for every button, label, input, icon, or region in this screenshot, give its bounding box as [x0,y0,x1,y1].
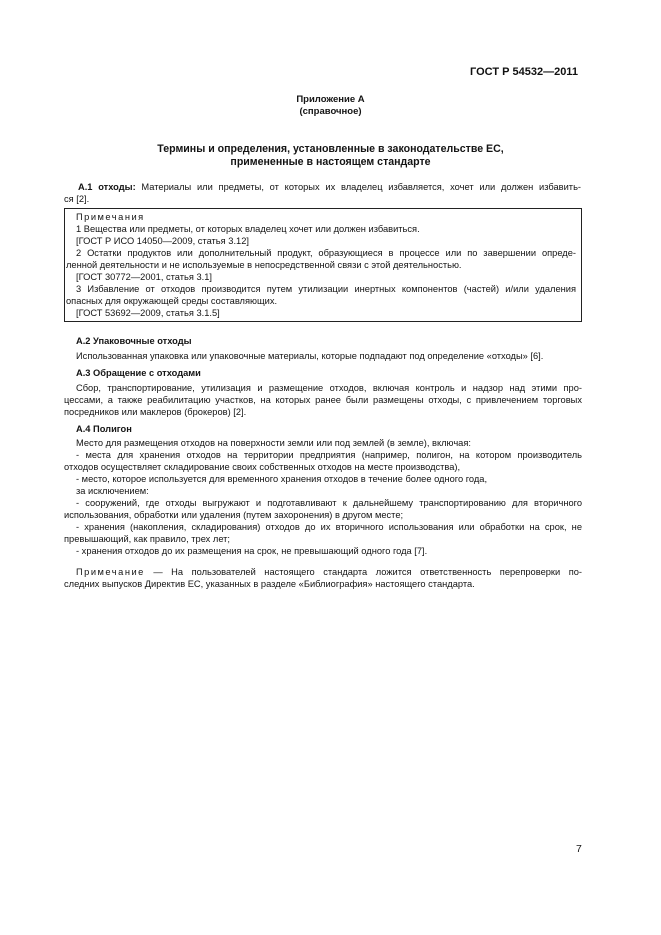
section-title-line-2: примененные в настоящем стандарте [230,156,431,168]
note-line: [ГОСТ 30772—2001, статья 3.1] [76,272,212,282]
note-line: ленной деятельности и не используемые в непосредственной связи с этой деятельностью. [66,260,462,270]
note-line: [ГОСТ 53692—2009, статья 3.1.5] [76,308,220,318]
term-a2-heading: А.2 Упаковочные отходы [76,336,192,346]
term-a4-text-line: превышающий, как правило, трех лет; [64,534,231,544]
page-number: 7 [576,843,582,855]
term-a4-text-line: - хранения (накопления, складирования) отходов до их вторичного использования или обработки на срок, не [76,522,582,532]
term-a1-line-1 [78,181,581,193]
note-line: 2 Остатки продуктов или дополнительный продукт, образующиеся в процессе или по завершении опреде- [76,248,576,258]
final-note-line-2: следних выпусков Директив ЕС, указанных в разделе «Библиография» настоящего стандарта. [64,579,475,589]
final-note-label: Примечание [76,567,145,577]
term-a3-text-line: посредников или маклеров (брокеров) [2]. [64,407,247,417]
section-title-line-1: Термины и определения, установленные в законодательстве ЕС, [157,143,504,155]
term-a4-text-line: - хранения отходов до их размещения на срок, не превышающий одного года [7]. [76,546,428,556]
term-a4-text-line: - места для хранения отходов на территории предприятия (например, полигон, на котором производитель [76,450,582,460]
appendix-title: Приложение А [296,94,365,105]
term-a4-text-line: - место, которое используется для временного хранения отходов в течение более одного года, [76,474,488,484]
note-line: 1 Вещества или предметы, от которых владелец хочет или должен избавиться. [76,224,420,234]
term-a1-label: А.1 отходы: [78,182,136,192]
term-a2-text: Использованная упаковка или упаковочные материалы, которые подпадают под определение «отходы» [6]. [76,351,544,361]
final-note-text: — На пользователей настоящего стандарта ложится ответственность перепроверки по- [144,567,582,577]
note-line: [ГОСТ Р ИСО 14050—2009, статья 3.12] [76,236,249,246]
term-a4-text-line: отходов осуществляет складирование своих собственных отходов на месте производства), [64,462,461,472]
notes-heading: Примечания [76,212,145,222]
document-code: ГОСТ Р 54532—2011 [470,66,578,78]
term-a4-text-line: использования, обработки или удаления (путем захоронения) в другом месте; [64,510,404,520]
note-line: 3 Избавление от отходов производится путем утилизации инертных компонентов (частей) и/или удаления [76,284,576,294]
term-a4-heading: А.4 Полигон [76,424,132,434]
appendix-subtitle: (справочное) [299,106,362,117]
term-a1-line-2: ся [2]. [64,194,90,204]
term-a3-heading: А.3 Обращение с отходами [76,368,201,378]
term-a4-text-line: Место для размещения отходов на поверхности земли или под землей (в земле), включая: [76,438,471,448]
final-note-line-1 [76,566,582,578]
term-a1-definition: Материалы или предметы, от которых их владелец избавляется, хочет или должен избавить- [135,182,582,192]
term-a3-text-line: цессами, а также реабилитацию участков, на которых ранее были размещены отходы, с привлечением торговых [64,395,582,405]
term-a3-text-line: Сбор, транспортирование, утилизация и размещение отходов, включая контроль и надзор над этими про- [76,383,582,393]
term-a4-text-line: за исключением: [76,486,149,496]
note-line: опасных для окружающей среды составляющих. [66,296,278,306]
term-a4-text-line: - сооружений, где отходы выгружают и подготавливают к дальнейшему транспортированию для вторичного [76,498,582,508]
